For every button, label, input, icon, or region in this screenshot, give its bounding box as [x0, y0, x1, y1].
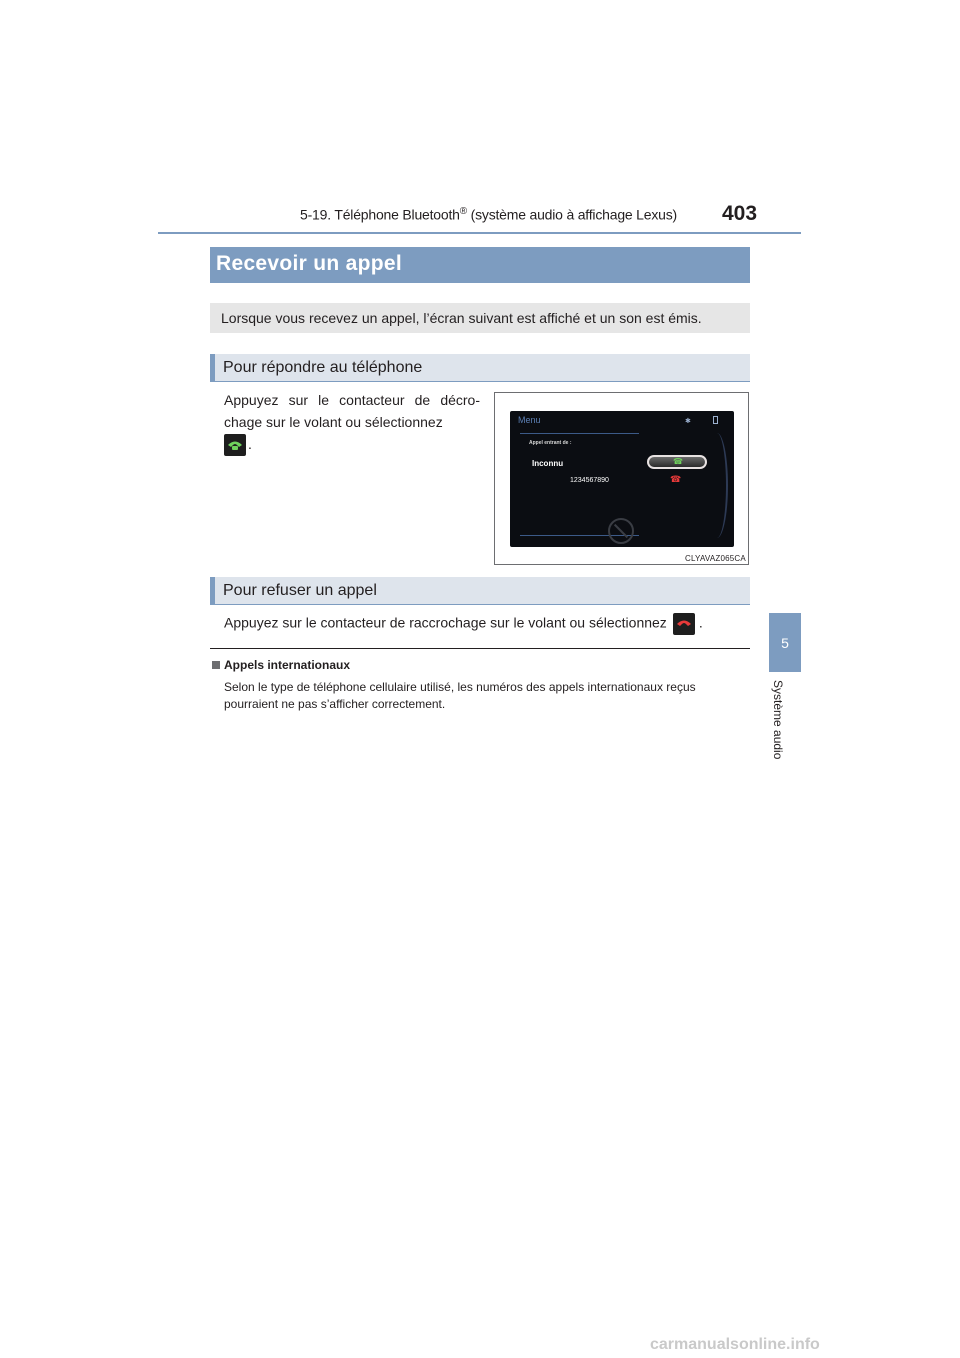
chapter-label: [771, 680, 789, 780]
caller-panel: [520, 433, 639, 536]
refuse-heading-text: Pour refuser un appel: [223, 582, 377, 599]
image-code: CLYAVAZ065CA: [685, 554, 746, 563]
registered-mark: ®: [459, 206, 467, 217]
intro-box: [210, 303, 750, 333]
incoming-call-screen: [510, 411, 734, 547]
square-bullet-icon: [212, 661, 220, 669]
caller-number: 1234567890: [570, 477, 609, 484]
bluetooth-icon: ✱: [685, 418, 691, 425]
answer-call-icon: [224, 434, 246, 456]
screenshot-frame: [494, 392, 749, 565]
screen-menu-label: Menu: [518, 415, 541, 425]
answer-heading-text: Pour répondre au téléphone: [223, 359, 423, 376]
note-text: Selon le type de téléphone cellulaire utilisé, les numéros des appels internationaux reçus pourraient ne pas s’afficher correctement.: [224, 680, 696, 711]
page-number: 403: [722, 202, 758, 225]
refuse-text: Appuyez sur le contacteur de raccrochage sur le volant ou sélectionnez: [224, 614, 667, 631]
answer-call-icon: ☎: [673, 457, 683, 466]
caller-name: Inconnu: [532, 459, 564, 468]
screen-decline-button[interactable]: [670, 474, 681, 485]
decline-call-icon: [673, 613, 695, 635]
watermark: carmanualsonline.info: [650, 1336, 820, 1353]
decline-call-icon: ☎: [670, 474, 682, 484]
intro-text: Lorsque vous recevez un appel, l’écran suivant est affiché et un son est émis.: [221, 310, 702, 326]
note-title: [212, 658, 350, 672]
block-icon: [608, 518, 634, 544]
screen-bezel: [706, 433, 728, 538]
answer-suffix: .: [248, 436, 252, 452]
answer-text: Appuyez sur le contacteur de décro-chage sur le volant ou sélectionnez: [224, 392, 480, 430]
header-title-tail: (système audio à affichage Lexus): [466, 206, 678, 223]
header-rule: [158, 232, 801, 234]
section-title: Recevoir un appel: [216, 252, 402, 275]
refuse-paragraph: [224, 613, 703, 635]
divider: [210, 648, 750, 649]
screen-answer-button[interactable]: [647, 455, 707, 469]
refuse-suffix: .: [698, 614, 703, 631]
incoming-label: Appel entrant de :: [529, 440, 572, 446]
refuse-heading: [210, 577, 750, 605]
section-title-bar: [210, 247, 750, 283]
chapter-tab: 5: [769, 613, 801, 672]
battery-icon: [713, 416, 718, 424]
answer-heading: [210, 354, 750, 382]
header-title-main: 5-19. Téléphone Bluetooth: [300, 206, 460, 223]
chapter-label-text: Système audio: [771, 680, 785, 760]
answer-paragraph: [224, 389, 480, 456]
note-title-text: Appels internationaux: [224, 658, 351, 672]
header-title: [300, 206, 677, 223]
